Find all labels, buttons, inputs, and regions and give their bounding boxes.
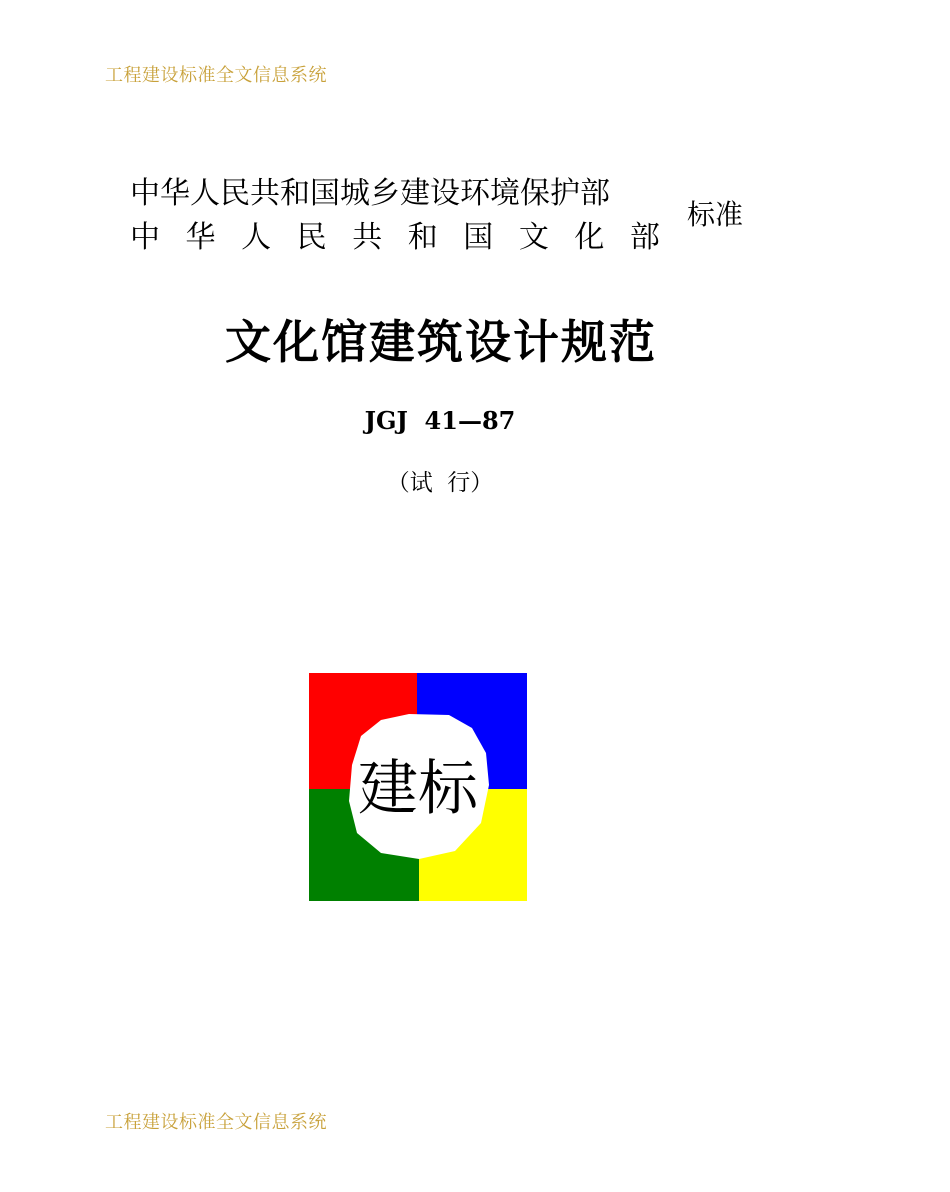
issuer-char: 国 <box>463 220 494 255</box>
logo-text: 建标 <box>358 754 478 824</box>
jianbiao-logo <box>309 673 527 901</box>
document-code: JGJ 41—87 <box>364 406 516 435</box>
issuer-ministry-culture <box>130 216 660 260</box>
standard-label: 标准 <box>687 198 744 231</box>
issuer-char: 中 <box>130 220 160 255</box>
issuer-char: 民 <box>296 220 327 255</box>
header-watermark: 工程建设标准全文信息系统 <box>105 65 327 86</box>
document-status: （试 行） <box>386 470 494 496</box>
issuer-char: 共 <box>352 220 383 255</box>
issuer-char: 部 <box>629 220 660 255</box>
issuing-authorities <box>130 172 660 260</box>
issuer-char: 人 <box>241 220 272 255</box>
document-title: 文化馆建筑设计规范 <box>225 315 657 369</box>
issuer-ministry-construction: 中华人民共和国城乡建设环境保护部 <box>130 176 610 211</box>
issuer-char: 和 <box>407 220 438 255</box>
issuer-char: 化 <box>574 220 605 255</box>
footer-watermark: 工程建设标准全文信息系统 <box>105 1112 327 1133</box>
issuer-char: 文 <box>518 220 549 255</box>
issuer-char: 华 <box>185 220 216 255</box>
